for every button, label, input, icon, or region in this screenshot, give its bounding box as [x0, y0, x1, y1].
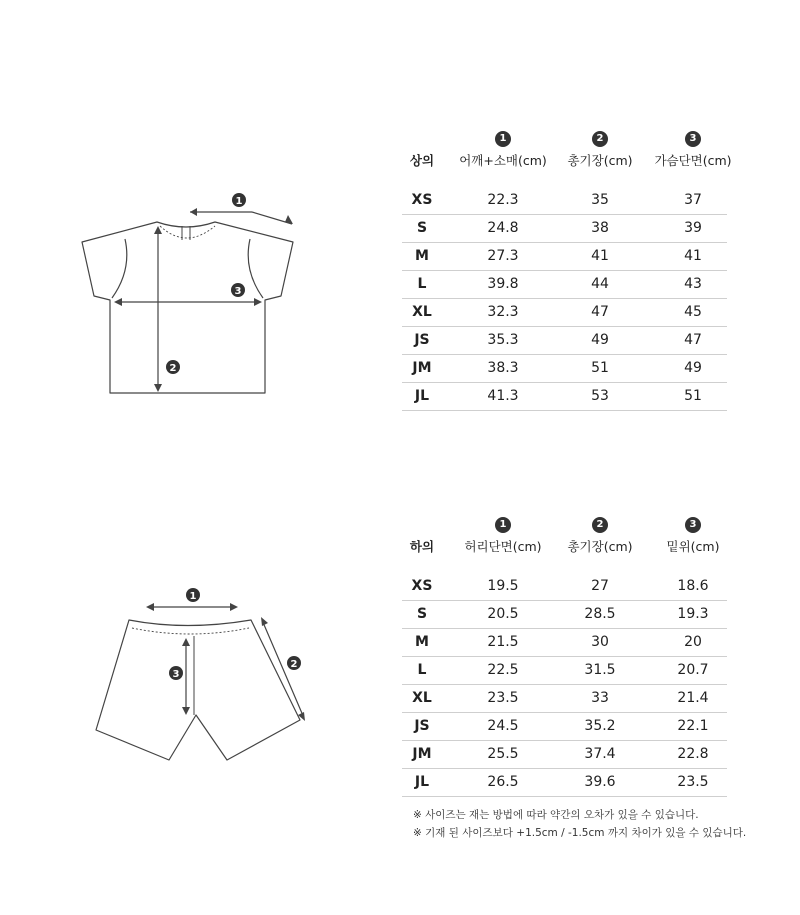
cell-value: 24.8: [487, 220, 519, 236]
cell-value: 39: [684, 220, 702, 236]
size-notes: [413, 806, 746, 842]
bottom-column-marker-2: 2: [592, 517, 608, 533]
cell-value: 20.7: [677, 662, 709, 678]
cell-value: 19.5: [487, 578, 519, 594]
table-row: [402, 713, 727, 741]
bottom-header-total-length: 총기장(cm): [567, 539, 633, 554]
cell-value: 43: [684, 276, 702, 292]
cell-value: 25.5: [487, 746, 519, 762]
table-row: [402, 215, 727, 243]
size-label: XS: [411, 192, 433, 208]
cell-value: 41: [591, 248, 609, 264]
cell-value: 19.3: [677, 606, 709, 622]
size-label: M: [415, 634, 429, 650]
cell-value: 38: [591, 220, 609, 236]
table-row: [402, 657, 727, 685]
cell-value: 20: [684, 634, 702, 650]
cell-value: 37.4: [584, 746, 616, 762]
cell-value: 39.8: [487, 276, 519, 292]
cell-value: 41.3: [487, 388, 519, 404]
bottom-diagram-marker-3: 3: [172, 669, 180, 680]
table-row: [402, 685, 727, 713]
note-size-tolerance: ※ 기재 된 사이즈보다 +1.5cm / -1.5cm 까지 차이가 있을 수 있습니다.: [413, 827, 747, 839]
top-table-rows: [402, 187, 727, 411]
bottom-header-row: [402, 537, 727, 559]
table-row: [402, 187, 727, 215]
cell-value: 49: [684, 360, 702, 376]
size-label: S: [416, 606, 428, 622]
size-label: JM: [412, 746, 432, 762]
size-label: XL: [412, 304, 432, 320]
size-label: M: [415, 248, 429, 264]
size-label: XS: [411, 578, 433, 594]
top-header-row: [402, 151, 732, 173]
top-column-marker-2: 2: [592, 131, 608, 147]
bottom-diagram-marker-2: 2: [290, 659, 298, 670]
cell-value: 24.5: [487, 718, 519, 734]
size-label: L: [417, 662, 427, 678]
size-label: JL: [414, 774, 430, 790]
table-row: [402, 383, 727, 411]
table-row: [402, 769, 727, 797]
cell-value: 39.6: [584, 774, 616, 790]
cell-value: 21.4: [677, 690, 709, 706]
table-row: [402, 243, 727, 271]
size-label: JS: [414, 332, 430, 348]
top-diagram-marker-2: 2: [169, 363, 177, 374]
top-diagram-markers: [166, 193, 246, 374]
cell-value: 37: [684, 192, 702, 208]
cell-value: 45: [684, 304, 702, 320]
top-marker-row: [402, 131, 727, 149]
cell-value: 41: [684, 248, 702, 264]
cell-value: 22.1: [677, 718, 709, 734]
cell-value: 23.5: [487, 690, 519, 706]
cell-value: 44: [591, 276, 609, 292]
table-row: [402, 741, 727, 769]
table-row: [402, 601, 727, 629]
cell-value: 22.3: [487, 192, 519, 208]
size-label: JS: [414, 718, 430, 734]
cell-value: 51: [684, 388, 702, 404]
note-measurement-variance: ※ 사이즈는 재는 방법에 따라 약간의 오차가 있을 수 있습니다.: [413, 809, 699, 821]
cell-value: 18.6: [677, 578, 709, 594]
cell-value: 30: [591, 634, 609, 650]
cell-value: 33: [591, 690, 609, 706]
cell-value: 31.5: [584, 662, 616, 678]
table-row: [402, 629, 727, 657]
bottom-marker-row: [402, 517, 727, 535]
bottom-table-label: 하의: [409, 539, 435, 554]
cell-value: 21.5: [487, 634, 519, 650]
top-column-marker-3: 3: [685, 131, 701, 147]
top-header-shoulder-sleeve: 어깨+소매(cm): [459, 153, 547, 168]
bottom-garment-diagram: [85, 580, 315, 765]
cell-value: 49: [591, 332, 609, 348]
table-row: [402, 271, 727, 299]
cell-value: 22.8: [677, 746, 709, 762]
bottom-diagram-marker-1: 1: [189, 591, 197, 602]
cell-value: 35.2: [584, 718, 616, 734]
top-garment-diagram: [70, 180, 310, 405]
cell-value: 35: [591, 192, 609, 208]
cell-value: 27: [591, 578, 609, 594]
top-header-chest-width: 가슴단면(cm): [654, 153, 732, 168]
table-row: [402, 299, 727, 327]
cell-value: 47: [591, 304, 609, 320]
cell-value: 20.5: [487, 606, 519, 622]
size-label: L: [417, 276, 427, 292]
top-header-total-length: 총기장(cm): [567, 153, 633, 168]
size-label: S: [416, 220, 428, 236]
cell-value: 26.5: [487, 774, 519, 790]
size-label: JL: [414, 388, 430, 404]
cell-value: 32.3: [487, 304, 519, 320]
cell-value: 23.5: [677, 774, 709, 790]
size-label: XL: [412, 690, 432, 706]
bottom-column-marker-3: 3: [685, 517, 701, 533]
cell-value: 51: [591, 360, 609, 376]
cell-value: 27.3: [487, 248, 519, 264]
bottom-header-waist-width: 허리단면(cm): [464, 539, 542, 554]
bottom-column-marker-1: 1: [495, 517, 511, 533]
cell-value: 53: [591, 388, 609, 404]
cell-value: 35.3: [487, 332, 519, 348]
top-diagram-marker-1: 1: [235, 196, 243, 207]
cell-value: 47: [684, 332, 702, 348]
table-row: [402, 573, 727, 601]
table-row: [402, 355, 727, 383]
size-label: JM: [412, 360, 432, 376]
cell-value: 38.3: [487, 360, 519, 376]
bottom-header-rise: 밑위(cm): [666, 539, 720, 554]
cell-value: 28.5: [584, 606, 616, 622]
top-column-marker-1: 1: [495, 131, 511, 147]
bottom-table-rows: [402, 573, 727, 797]
cell-value: 22.5: [487, 662, 519, 678]
top-table-label: 상의: [409, 153, 435, 168]
top-diagram-marker-3: 3: [234, 286, 242, 297]
table-row: [402, 327, 727, 355]
